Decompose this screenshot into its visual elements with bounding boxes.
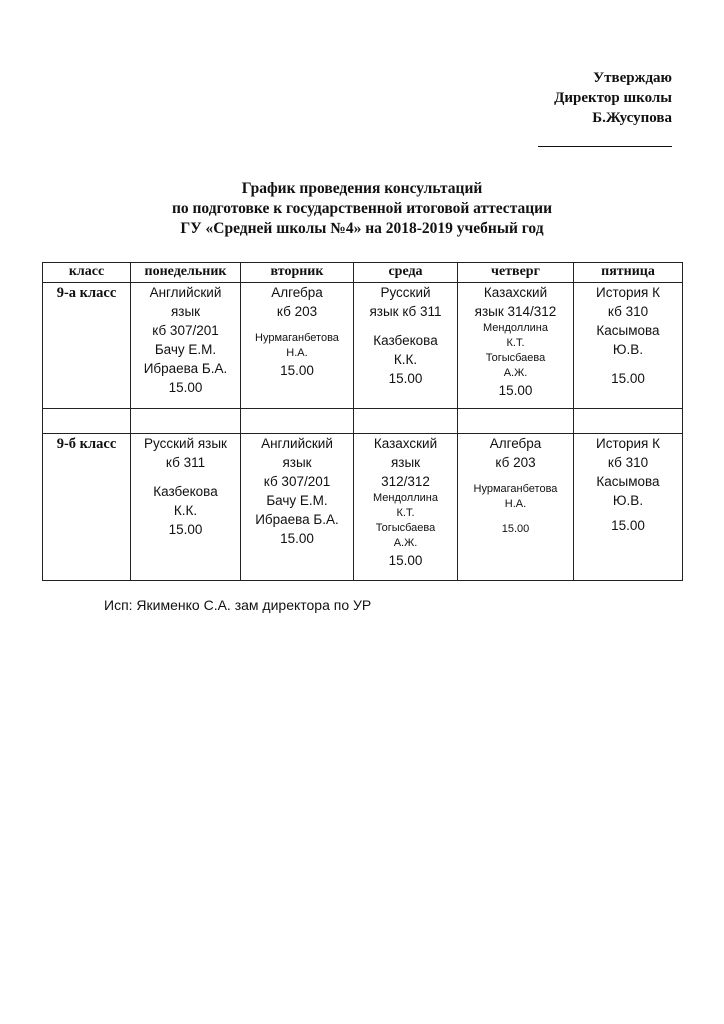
- cell-line: К.К.: [393, 352, 418, 367]
- title-line-1: График проведения консультаций: [241, 180, 483, 197]
- cell-9a-tuesday: [241, 283, 354, 409]
- cell-9b-thursday: [458, 434, 574, 581]
- cell-spacer: [458, 512, 573, 522]
- header-thursday: четверг: [458, 263, 574, 283]
- table-row-9b: [43, 434, 683, 581]
- cell-line: кб 307/201: [263, 474, 331, 489]
- cell-line: Ибраева Б.А.: [143, 361, 228, 376]
- header-friday: пятница: [574, 263, 683, 283]
- class-cell-9a: 9-а класс: [43, 283, 131, 409]
- cell-spacer: [574, 359, 682, 369]
- cell-9b-friday: [574, 434, 683, 581]
- cell-line: кб 311: [165, 455, 206, 470]
- cell-line: Английский: [261, 436, 333, 451]
- cell-9b-tuesday: [241, 434, 354, 581]
- cell-line: А.Ж.: [503, 367, 528, 379]
- cell-line: К.Т.: [506, 337, 525, 349]
- cell-line: кб 310: [607, 455, 649, 470]
- cell-line: А.Ж.: [393, 537, 418, 549]
- cell-spacer: [241, 321, 353, 331]
- cell-9a-monday: [131, 283, 241, 409]
- cell-9a-wednesday: [354, 283, 458, 409]
- cell-line: кб 203: [276, 304, 318, 319]
- cell-line: Бачу Е.М.: [154, 342, 217, 357]
- cell-line: Ибраева Б.А.: [255, 512, 339, 527]
- cell-line: Тогысбаева: [375, 522, 436, 534]
- spacer-cell: [458, 409, 574, 434]
- cell-line: Русский язык: [144, 436, 227, 451]
- cell-9b-wednesday: [354, 434, 458, 581]
- approval-name: Б.Жусупова: [592, 110, 672, 126]
- cell-line: язык: [282, 455, 312, 470]
- cell-line: Английский: [149, 285, 222, 300]
- approval-title: Утверждаю: [593, 70, 672, 86]
- cell-line: Нурмаганбетова: [255, 332, 339, 344]
- spacer-cell: [241, 409, 354, 434]
- class-cell-9b: 9-б класс: [43, 434, 131, 581]
- cell-line: 15.00: [498, 383, 533, 398]
- cell-line: Казахский: [373, 436, 438, 451]
- cell-line: Нурмаганбетова: [473, 483, 558, 495]
- cell-line: кб 310: [607, 304, 649, 319]
- cell-line: Ю.В.: [612, 493, 644, 508]
- cell-line: Тогысбаева: [485, 352, 546, 364]
- cell-line: 15.00: [388, 553, 423, 568]
- cell-line: Казбекова: [373, 333, 438, 348]
- cell-line: кб 203: [495, 455, 536, 470]
- header-class: класс: [43, 263, 131, 283]
- cell-spacer: [458, 472, 573, 482]
- signature-line: [538, 146, 672, 147]
- approval-block: [492, 68, 672, 128]
- cell-line: язык: [170, 304, 201, 319]
- cell-line: Русский: [380, 285, 431, 300]
- cell-9a-friday: [574, 283, 683, 409]
- cell-line: язык: [390, 455, 421, 470]
- table-header-row: [43, 263, 683, 283]
- cell-line: 15.00: [501, 523, 530, 535]
- table-spacer-row: [43, 409, 683, 434]
- cell-line: 15.00: [611, 371, 645, 386]
- title-line-3: ГУ «Средней школы №4» на 2018-2019 учебный год: [180, 220, 544, 237]
- spacer-cell: [43, 409, 131, 434]
- cell-line: Бачу Е.М.: [266, 493, 328, 508]
- cell-line: История К: [596, 436, 660, 451]
- header-tuesday: вторник: [241, 263, 354, 283]
- cell-line: Мендоллина: [373, 492, 438, 504]
- cell-line: 15.00: [280, 363, 314, 378]
- spacer-cell: [354, 409, 458, 434]
- cell-line: Казахский: [483, 285, 548, 300]
- cell-line: Мендоллина: [483, 322, 548, 334]
- cell-line: Казбекова: [153, 484, 218, 499]
- cell-line: язык кб 311: [369, 304, 442, 319]
- cell-line: 15.00: [611, 518, 645, 533]
- header-monday: понедельник: [131, 263, 241, 283]
- cell-line: История К: [596, 285, 660, 300]
- cell-line: кб 307/201: [152, 323, 219, 338]
- cell-9b-monday: [131, 434, 241, 581]
- title-line-2: по подготовке к государственной итоговой аттестации: [171, 200, 553, 217]
- header-wednesday: среда: [354, 263, 458, 283]
- cell-line: 312/312: [381, 474, 430, 489]
- cell-spacer: [354, 321, 457, 331]
- cell-spacer: [131, 472, 240, 482]
- approval-position: Директор школы: [554, 90, 672, 106]
- document-title: [0, 179, 724, 239]
- executor-note: Исп: Якименко С.А. зам директора по УР: [104, 597, 372, 613]
- cell-line: 15.00: [168, 522, 203, 537]
- cell-line: Касымова: [596, 474, 660, 489]
- schedule-table: [42, 262, 683, 581]
- spacer-cell: [131, 409, 241, 434]
- cell-line: 15.00: [168, 380, 203, 395]
- cell-line: К.Т.: [396, 507, 415, 519]
- cell-line: Н.А.: [286, 347, 308, 359]
- table-row-9a: [43, 283, 683, 409]
- cell-line: язык 314/312: [474, 304, 557, 319]
- cell-9a-thursday: [458, 283, 574, 409]
- cell-line: Н.А.: [504, 498, 527, 510]
- cell-line: Касымова: [596, 323, 660, 338]
- cell-line: 15.00: [388, 371, 423, 386]
- cell-line: Алгебра: [489, 436, 542, 451]
- cell-line: Алгебра: [271, 285, 323, 300]
- cell-line: К.К.: [173, 503, 198, 518]
- cell-line: 15.00: [280, 531, 314, 546]
- spacer-cell: [574, 409, 683, 434]
- cell-line: Ю.В.: [612, 342, 644, 357]
